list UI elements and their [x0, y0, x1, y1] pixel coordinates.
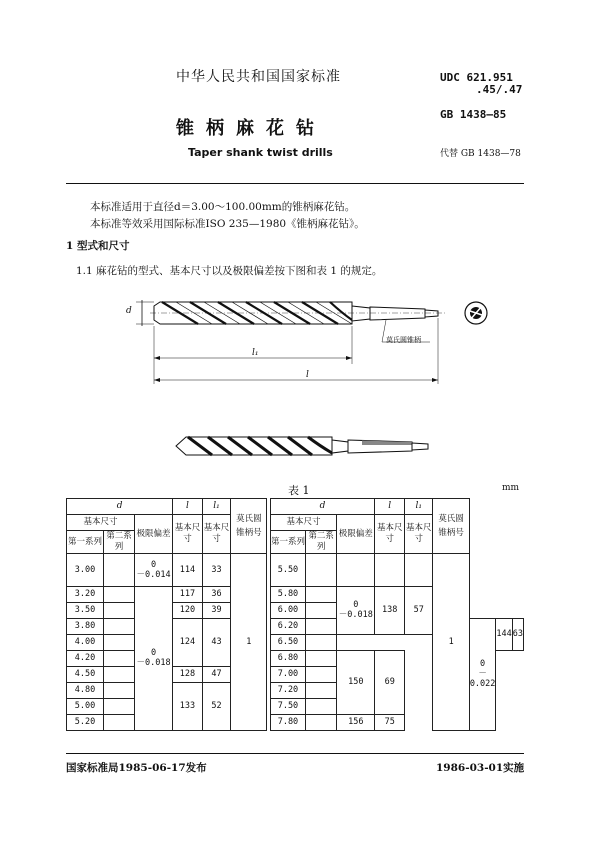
- header-l: l: [173, 499, 203, 515]
- table-cell: 33: [202, 554, 230, 587]
- table-cell: [306, 635, 337, 651]
- issuing-body: 中华人民共和国国家标准: [176, 69, 341, 85]
- udc-line-2: .45/.47: [476, 83, 523, 96]
- table-cell: 47: [202, 667, 230, 683]
- table-cell: 7.50: [270, 699, 305, 715]
- table-cell: [103, 667, 134, 683]
- iso-paragraph: 本标准等效采用国际标准ISO 235—1980《锥柄麻花钻》。: [90, 218, 365, 230]
- header-l1: l₁: [202, 499, 230, 515]
- table-cell: [306, 619, 337, 635]
- table-cell: 63: [512, 619, 523, 651]
- table-cell: [103, 683, 134, 699]
- udc-line-1: UDC 621.951: [440, 71, 513, 84]
- table-cell: 6.20: [270, 619, 305, 635]
- table-cell: 128: [173, 667, 203, 683]
- header-l1-right: l₁: [405, 499, 433, 515]
- table-cell: 3.20: [67, 587, 104, 603]
- drill-dimension-drawing: [120, 284, 500, 404]
- dimension-table: [66, 498, 524, 731]
- table-cell: 75: [375, 715, 405, 731]
- dim-l-label: l: [306, 370, 309, 380]
- standard-number: GB 1438—85: [440, 108, 507, 121]
- header-tol: 极限偏差: [134, 515, 172, 554]
- scope-paragraph: 本标准适用于直径d＝3.00～100.00mm的锥柄麻花钻。: [90, 201, 356, 213]
- header-basic: 基本尺寸: [67, 515, 135, 531]
- table-cell: 36: [202, 587, 230, 603]
- unit-label: mm: [502, 483, 520, 493]
- table-cell: [337, 554, 375, 587]
- table-cell: 52: [202, 683, 230, 731]
- header-basic-right: 基本尺寸: [270, 515, 336, 531]
- table-cell: [306, 603, 337, 619]
- table-cell: 120: [173, 603, 203, 619]
- header-tol-right: 极限偏差: [337, 515, 375, 554]
- udc-code: [440, 72, 522, 96]
- header-series2: 第二系列: [103, 531, 134, 554]
- table-cell: 4.00: [67, 635, 104, 651]
- table-cell: [375, 554, 405, 587]
- table-cell: [103, 587, 134, 603]
- table-cell: [103, 554, 134, 587]
- table-cell: 144: [496, 619, 512, 651]
- clause-1-1: 1.1 麻花钻的型式、基本尺寸以及极限偏差按下图和表 1 的规定。: [76, 265, 383, 277]
- issue-date: 国家标准局1985-06-17发布: [66, 762, 207, 774]
- table-cell: 43: [202, 619, 230, 667]
- table-cell: 0 －0.022: [469, 619, 496, 731]
- table-cell: 69: [375, 651, 405, 715]
- header-series1: 第一系列: [67, 531, 104, 554]
- header-series1-right: 第一系列: [270, 531, 305, 554]
- dim-d-label: d: [126, 306, 132, 316]
- replaces-note: 代替 GB 1438—78: [440, 149, 521, 159]
- table-cell: [103, 603, 134, 619]
- table-caption: 表 1: [288, 484, 310, 497]
- dim-l1-label: l₁: [252, 348, 259, 358]
- morse-shank-callout: 莫氏圆锥柄: [386, 336, 421, 344]
- header-morse-right: 莫氏圆锥柄号: [433, 499, 469, 554]
- table-cell: [306, 667, 337, 683]
- header-l1-basic-right: 基本尺寸: [405, 515, 433, 554]
- table-cell: 5.20: [67, 715, 104, 731]
- table-cell: 7.20: [270, 683, 305, 699]
- table-cell: 6.50: [270, 635, 305, 651]
- table-cell: 4.20: [67, 651, 104, 667]
- table-cell: [306, 651, 337, 667]
- english-title: Taper shank twist drills: [188, 146, 333, 159]
- table-cell: 3.80: [67, 619, 104, 635]
- header-morse: 莫氏圆锥柄号: [231, 499, 267, 554]
- drill-perspective-drawing: [172, 426, 452, 466]
- table-cell: [103, 699, 134, 715]
- table-cell: 57: [405, 587, 433, 635]
- table-cell: 6.80: [270, 651, 305, 667]
- table-cell: 138: [375, 587, 405, 635]
- footer-rule: [66, 753, 524, 754]
- header-l-basic-right: 基本尺寸: [375, 515, 405, 554]
- table-cell: [103, 651, 134, 667]
- table-cell: 156: [337, 715, 375, 731]
- table-cell: 0 －0.014: [134, 554, 172, 587]
- table-cell: [405, 554, 433, 587]
- table-cell: 117: [173, 587, 203, 603]
- header-d-right: d: [270, 499, 375, 515]
- table-cell: 7.00: [270, 667, 305, 683]
- table-cell: [103, 619, 134, 635]
- header-rule: [66, 183, 524, 184]
- page-title: 锥柄麻花钻: [176, 118, 326, 139]
- table-cell: 4.80: [67, 683, 104, 699]
- table-cell: 3.00: [67, 554, 104, 587]
- table-cell: 5.50: [270, 554, 305, 587]
- table-cell: 7.80: [270, 715, 305, 731]
- table-cell: 4.50: [67, 667, 104, 683]
- table-cell-morse-right: 1: [433, 554, 469, 731]
- table-cell: 5.00: [67, 699, 104, 715]
- table-cell: [306, 554, 337, 587]
- table-cell: 124: [173, 619, 203, 667]
- header-l-basic: 基本尺寸: [173, 515, 203, 554]
- table-cell: 150: [337, 651, 375, 715]
- table-cell: 6.00: [270, 603, 305, 619]
- header-l-right: l: [375, 499, 405, 515]
- table-cell-morse: 1: [231, 554, 267, 731]
- table-cell: [306, 683, 337, 699]
- table-cell: 5.80: [270, 587, 305, 603]
- table-cell: 114: [173, 554, 203, 587]
- table-cell: [103, 635, 134, 651]
- table-cell: 133: [173, 683, 203, 731]
- header-series2-right: 第二系列: [306, 531, 337, 554]
- table-cell: 0 －0.018: [134, 587, 172, 731]
- table-cell: 0 －0.018: [337, 587, 375, 635]
- table-cell: [306, 715, 337, 731]
- table-cell: [306, 699, 337, 715]
- effective-date: 1986-03-01实施: [436, 762, 525, 774]
- table-cell: [103, 715, 134, 731]
- section-heading: 1 型式和尺寸: [66, 240, 130, 252]
- table-cell: 3.50: [67, 603, 104, 619]
- table-cell: 39: [202, 603, 230, 619]
- table-cell: [306, 587, 337, 603]
- header-l1-basic: 基本尺寸: [202, 515, 230, 554]
- header-d: d: [67, 499, 173, 515]
